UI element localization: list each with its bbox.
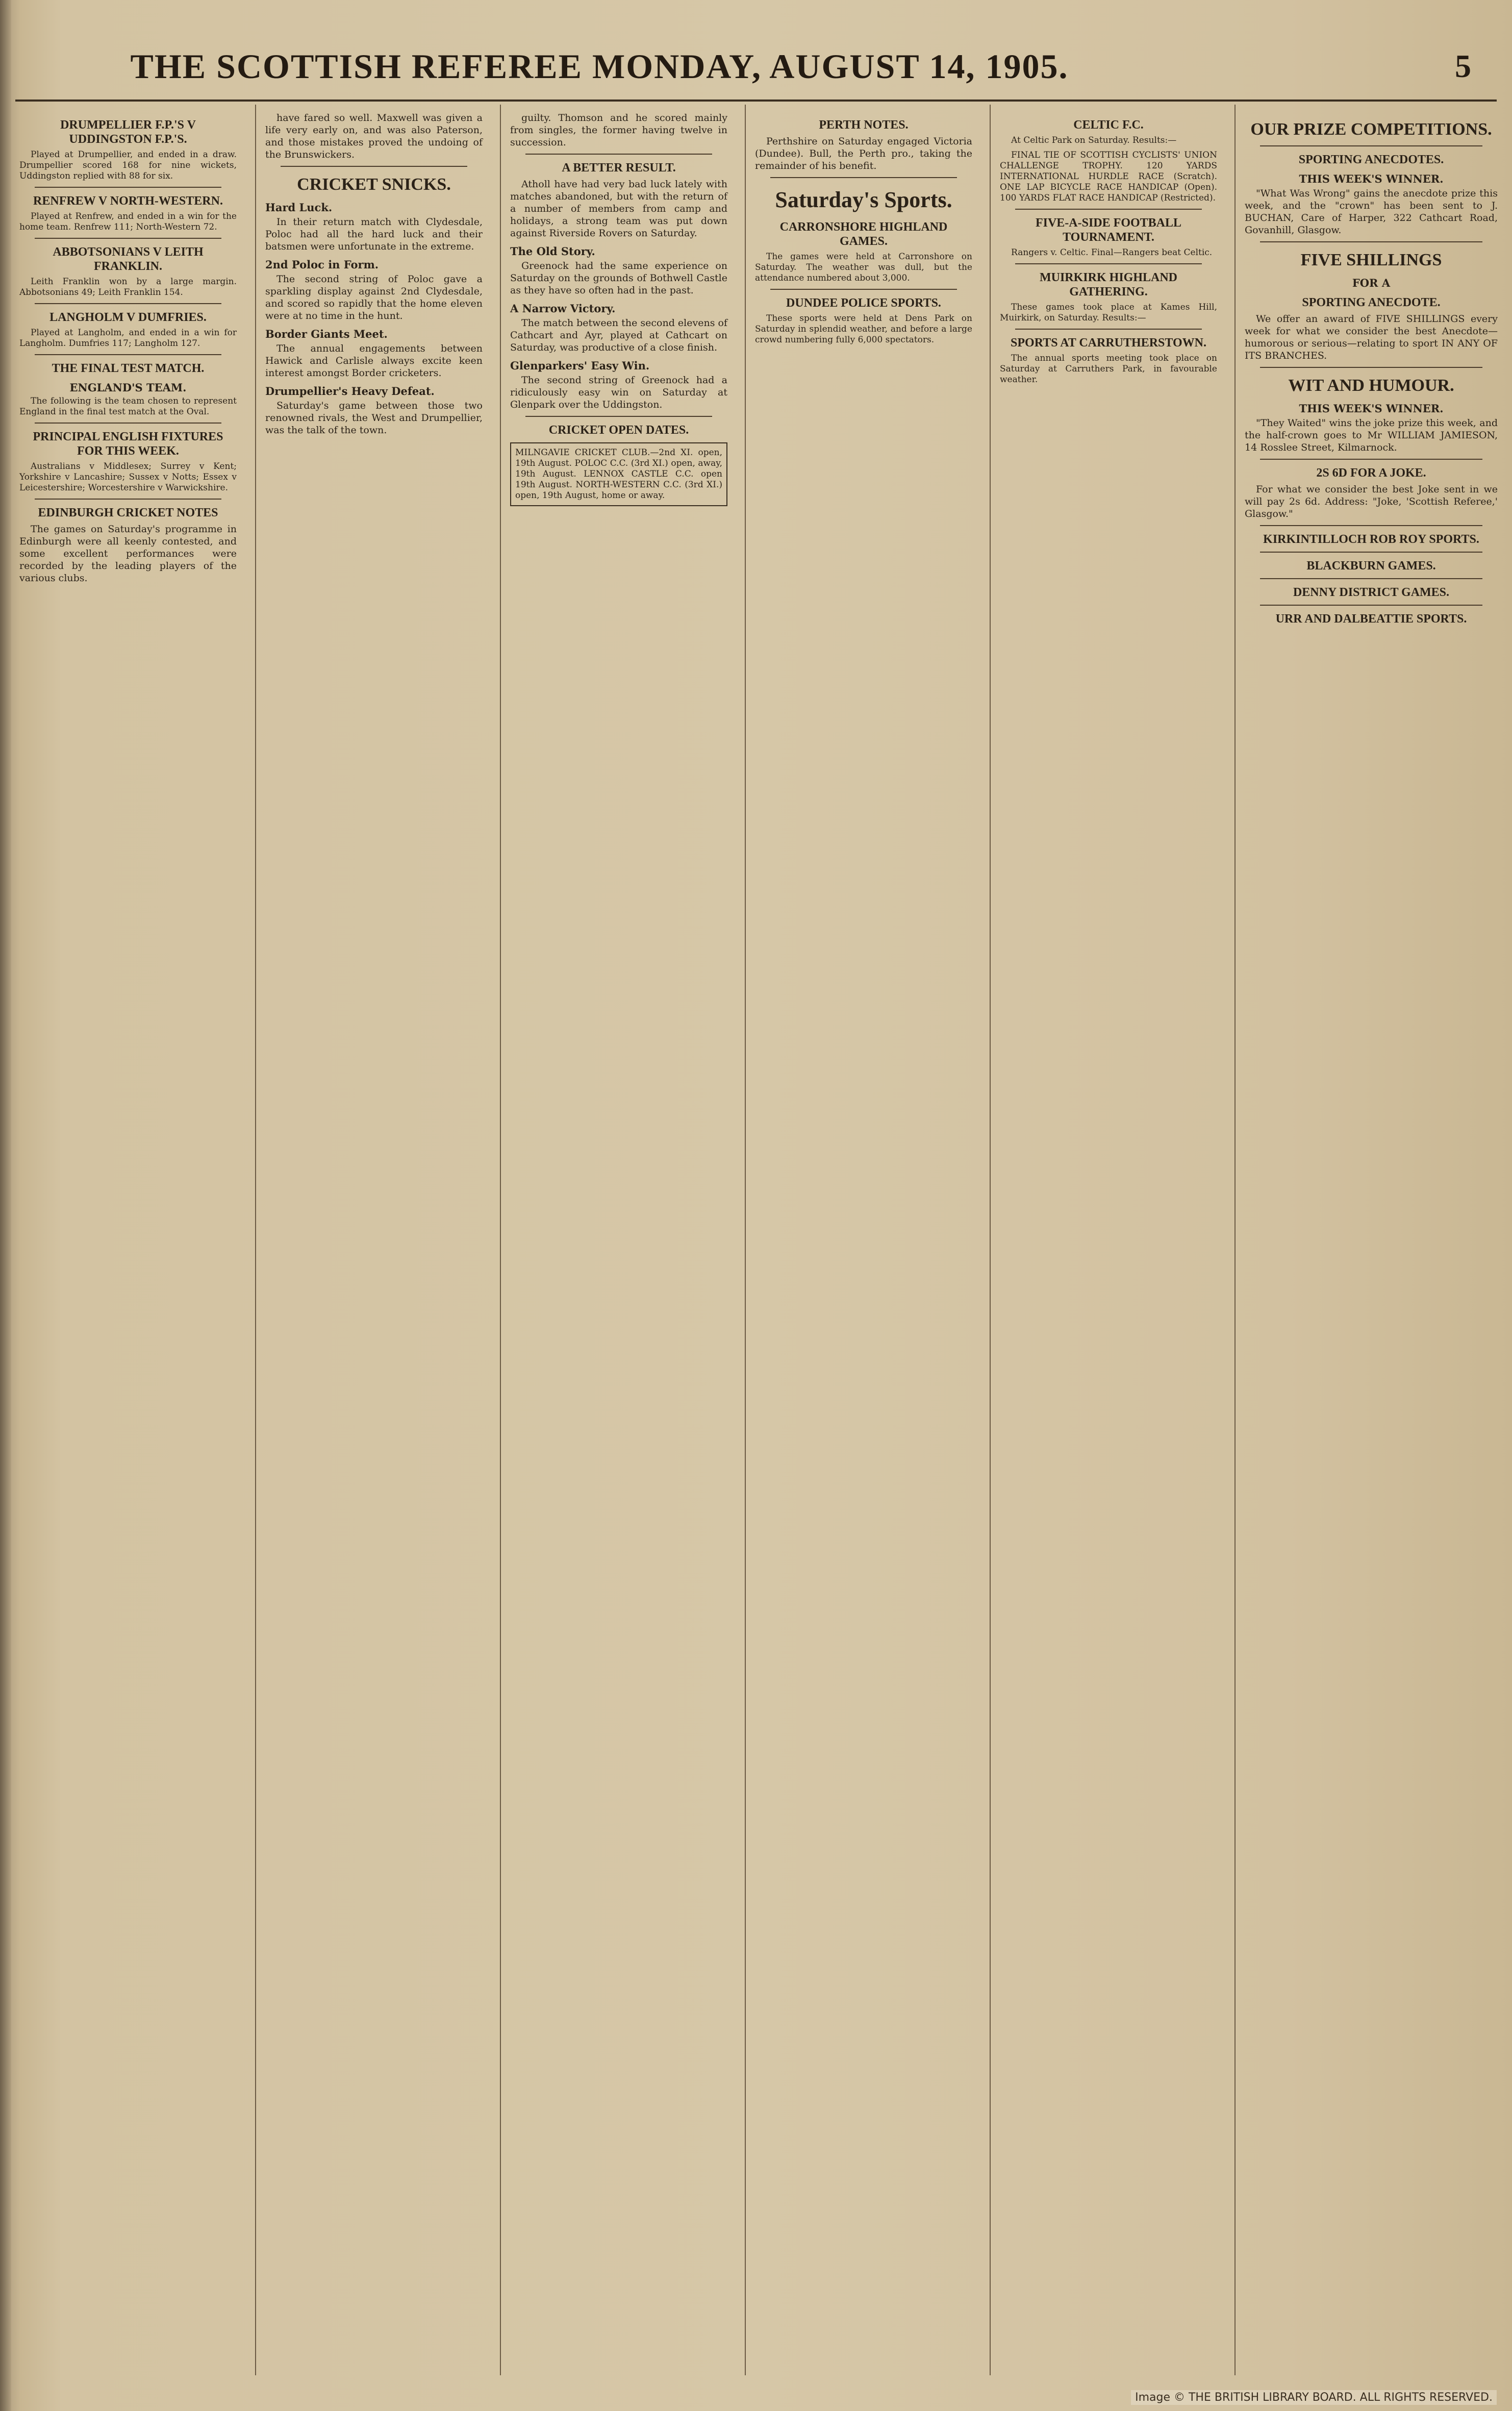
text-final-test: The following is the team chosen to represent England in the final test match at the Oval.	[19, 396, 237, 417]
heading-sporting-anecdotes: SPORTING ANECDOTES.	[1298, 153, 1444, 166]
column-6	[1234, 105, 1506, 2375]
text-drumpellier: Played at Drumpellier, and ended in a draw. Drumpellier scored 168 for nine wickets, Uddingston replied with 88 for six.	[19, 150, 237, 181]
heading-joke-prize: 2S 6D FOR A JOKE.	[1316, 466, 1426, 480]
separator	[1260, 578, 1482, 579]
separator	[1015, 209, 1202, 210]
column-4	[745, 105, 980, 2375]
text-five-a-side: Rangers v. Celtic. Final—Rangers beat Celtic.	[1011, 247, 1213, 258]
text-carronshore: The games were held at Carronshore on Saturday. The weather was dull, but the attendance numbered about 3,000.	[755, 252, 972, 283]
separator	[1260, 605, 1482, 606]
separator	[525, 154, 712, 155]
heading-muirkirk: MUIRKIRK HIGHLAND GATHERING.	[1039, 271, 1177, 299]
separator	[1015, 263, 1202, 264]
masthead-title: THE SCOTTISH REFEREE MONDAY, AUGUST 14, 1905.	[130, 47, 1069, 86]
text-carrutherstown: The annual sports meeting took place on Saturday at Carruthers Park, in favourable weather.	[1000, 353, 1217, 385]
text-dundee-police: These sports were held at Dens Park on Saturday in splendid weather, and before a large crowd numbering fully 6,000 spectators.	[755, 313, 972, 345]
separator	[1260, 241, 1482, 242]
separator	[35, 303, 221, 304]
text-edinburgh-notes: The games on Saturday's programme in Edinburgh were all keenly contested, and some excellent performances were recorded by the leading players of the various clubs.	[19, 524, 237, 584]
text-english-fixtures: Australians v Middlesex; Surrey v Kent; Yorkshire v Lancashire; Sussex v Notts; Essex v Leicestershire; Worcestershire v Warwickshire.	[19, 461, 237, 493]
subheading-drumpellier-defeat: Drumpellier's Heavy Defeat.	[265, 385, 435, 397]
subheading-hard-luck: Hard Luck.	[265, 201, 333, 214]
heading-prize-competitions: OUR PRIZE COMPETITIONS.	[1250, 120, 1492, 139]
subheading-joke-winner: THIS WEEK'S WINNER.	[1299, 402, 1444, 415]
separator	[525, 416, 712, 417]
text-perth-notes: Perthshire on Saturday engaged Victoria (Dundee). Bull, the Perth pro., taking the remainder of his benefit.	[755, 136, 972, 171]
text-joke-prize: For what we consider the best Joke sent in we will pay 2s 6d. Address: "Joke, 'Scottish Referee,' Glasgow."	[1245, 484, 1498, 519]
subheading-border-giants: Border Giants Meet.	[265, 328, 388, 340]
columns	[10, 105, 1505, 2375]
page-number: 5	[1455, 48, 1471, 84]
heading-better-result: A BETTER RESULT.	[562, 161, 676, 175]
separator	[35, 238, 221, 239]
heading-english-fixtures: PRINCIPAL ENGLISH FIXTURES FOR THIS WEEK.	[33, 430, 223, 458]
separator	[1260, 459, 1482, 460]
heading-drumpellier: DRUMPELLIER F.P.'S V UDDINGSTON F.P.'S.	[60, 118, 196, 146]
subheading-anecdote-winner: THIS WEEK'S WINNER.	[1299, 172, 1444, 185]
heading-dundee-police: DUNDEE POLICE SPORTS.	[786, 296, 941, 310]
subheading-glenparkers: Glenparkers' Easy Win.	[510, 359, 650, 372]
heading-renfrew: RENFREW V NORTH-WESTERN.	[33, 194, 223, 208]
text-border-giants: The annual engagements between Hawick and Carlisle always excite keen interest amongst Border cricketers.	[265, 343, 483, 379]
column-1	[10, 105, 245, 2375]
heading-cricket-snicks: CRICKET SNICKS.	[297, 175, 451, 194]
column-5	[990, 105, 1225, 2375]
subheading-england-team: ENGLAND'S TEAM.	[69, 381, 187, 394]
subheading-narrow-victory: A Narrow Victory.	[510, 302, 616, 315]
text-hard-luck: In their return match with Clydesdale, Poloc had all the hard luck and their batsmen were unfortunate in the extreme.	[265, 216, 483, 252]
heading-open-dates: CRICKET OPEN DATES.	[548, 424, 689, 437]
separator	[281, 166, 467, 167]
separator	[1260, 525, 1482, 526]
separator	[1260, 145, 1482, 146]
separator	[1260, 367, 1482, 368]
text-narrow-victory: The match between the second elevens of Cathcart and Ayr, played at Cathcart on Saturday, was productive of a close finish.	[510, 317, 727, 353]
text-drumpellier-defeat: Saturday's game between those two renowned rivals, the West and Drumpellier, was the talk of the town.	[265, 400, 483, 436]
heading-carrutherstown: SPORTS AT CARRUTHERSTOWN.	[1011, 336, 1206, 350]
masthead	[0, 31, 1512, 102]
heading-abbotsonians: ABBOTSONIANS V LEITH FRANKLIN.	[53, 245, 204, 273]
heading-urr-dalbeattie: URR AND DALBEATTIE SPORTS.	[1275, 612, 1467, 626]
text-abbotsonians: Leith Franklin won by a large margin. Abbotsonians 49; Leith Franklin 154.	[19, 277, 237, 297]
text-five-shillings: We offer an award of FIVE SHILLINGS every week for what we consider the best Anecdote—humorous or serious—relating to sport IN ANY OF ITS BRANCHES.	[1245, 313, 1498, 361]
text-muirkirk: These games took place at Kames Hill, Muirkirk, on Saturday. Results:—	[1000, 302, 1217, 323]
heading-wit-humour: WIT AND HUMOUR.	[1288, 376, 1454, 395]
text-langholm: Played at Langholm, and ended in a win for Langholm. Dumfries 117; Langholm 127.	[19, 328, 237, 349]
separator	[770, 177, 957, 178]
text-poloc-form: The second string of Poloc gave a sparkling display against 2nd Clydesdale, and scored so rapidly that the home eleven were at no time in the hunt.	[265, 274, 483, 321]
text-better-result: Atholl have had very bad luck lately with matches abandoned, but with the return of a number of members from camp and holidays, a strong team was put down against Riverside Rovers on Saturday.	[510, 179, 727, 239]
subheading-for-a: FOR A	[1352, 277, 1391, 289]
heading-celtic: CELTIC F.C.	[1073, 118, 1144, 132]
separator	[770, 289, 957, 290]
text-celtic-results: FINAL TIE OF SCOTTISH CYCLISTS' UNION CHALLENGE TROPHY. 120 YARDS INTERNATIONAL HURDLE RACE (Scratch). ONE LAP BICYCLE RACE HANDICAP (Open). 100 YARDS FLAT RACE HANDICAP (Restricted).	[1000, 150, 1217, 203]
heading-perth-notes: PERTH NOTES.	[819, 118, 909, 132]
column-2	[255, 105, 491, 2375]
open-dates-box: MILNGAVIE CRICKET CLUB.—2nd XI. open, 19th August. POLOC C.C. (3rd XI.) open, away, 19th August. LENNOX CASTLE C.C. open 19th August. NORTH-WESTERN C.C. (3rd XI.) open, 19th August, home or away.	[510, 442, 727, 506]
heading-five-a-side: FIVE-A-SIDE FOOTBALL TOURNAMENT.	[1035, 216, 1182, 244]
separator	[35, 499, 221, 500]
heading-blackburn: BLACKBURN GAMES.	[1306, 559, 1436, 573]
text-old-story: Greenock had the same experience on Saturday on the grounds of Bothwell Castle as they have so often had in the past.	[510, 260, 727, 296]
text-glenparkers: The second string of Greenock had a ridiculously easy win on Saturday at Glenpark over the Uddingston.	[510, 375, 727, 410]
heading-saturday-sports: Saturday's Sports.	[775, 187, 952, 212]
heading-langholm: LANGHOLM V DUMFRIES.	[49, 311, 207, 324]
subheading-poloc-form: 2nd Poloc in Form.	[265, 258, 379, 271]
page-fold-shadow	[0, 0, 11, 2411]
text-continued: have fared so well. Maxwell was given a life very early on, and was also Paterson, and those mistakes proved the undoing of the Brunswickers.	[265, 112, 483, 160]
heading-edinburgh-notes: EDINBURGH CRICKET NOTES	[38, 506, 218, 519]
heading-denny: DENNY DISTRICT GAMES.	[1293, 586, 1450, 599]
separator	[35, 354, 221, 355]
heading-carronshore: CARRONSHORE HIGHLAND GAMES.	[779, 220, 948, 248]
masthead-rule	[15, 100, 1497, 102]
separator	[1260, 552, 1482, 553]
separator	[1015, 329, 1202, 330]
heading-final-test: THE FINAL TEST MATCH.	[52, 362, 205, 375]
text-renfrew: Played at Renfrew, and ended in a win for the home team. Renfrew 111; North-Western 72.	[19, 211, 237, 232]
heading-five-shillings: FIVE SHILLINGS	[1300, 251, 1442, 269]
text-celtic-intro: At Celtic Park on Saturday. Results:—	[1011, 135, 1177, 145]
text-continued: guilty. Thomson and he scored mainly from singles, the former having twelve in succession.	[510, 112, 727, 148]
text-anecdote-winner: "What Was Wrong" gains the anecdote prize this week, and the "crown" has been sent to J. BUCHAN, Care of Harper, 322 Cathcart Road, Govanhill, Glasgow.	[1245, 188, 1498, 236]
subheading-old-story: The Old Story.	[510, 245, 595, 258]
separator	[35, 422, 221, 424]
text-joke-winner: "They Waited" wins the joke prize this week, and the half-crown goes to Mr WILLIAM JAMIESON, 14 Rosslee Street, Kilmarnock.	[1245, 417, 1498, 453]
separator	[35, 187, 221, 188]
heading-kirkintilloch: KIRKINTILLOCH ROB ROY SPORTS.	[1263, 533, 1479, 546]
column-3	[500, 105, 736, 2375]
copyright-caption: Image © THE BRITISH LIBRARY BOARD. ALL RIGHTS RESERVED.	[1131, 2390, 1497, 2405]
heading-sporting-anecdote: SPORTING ANECDOTE.	[1302, 296, 1441, 309]
